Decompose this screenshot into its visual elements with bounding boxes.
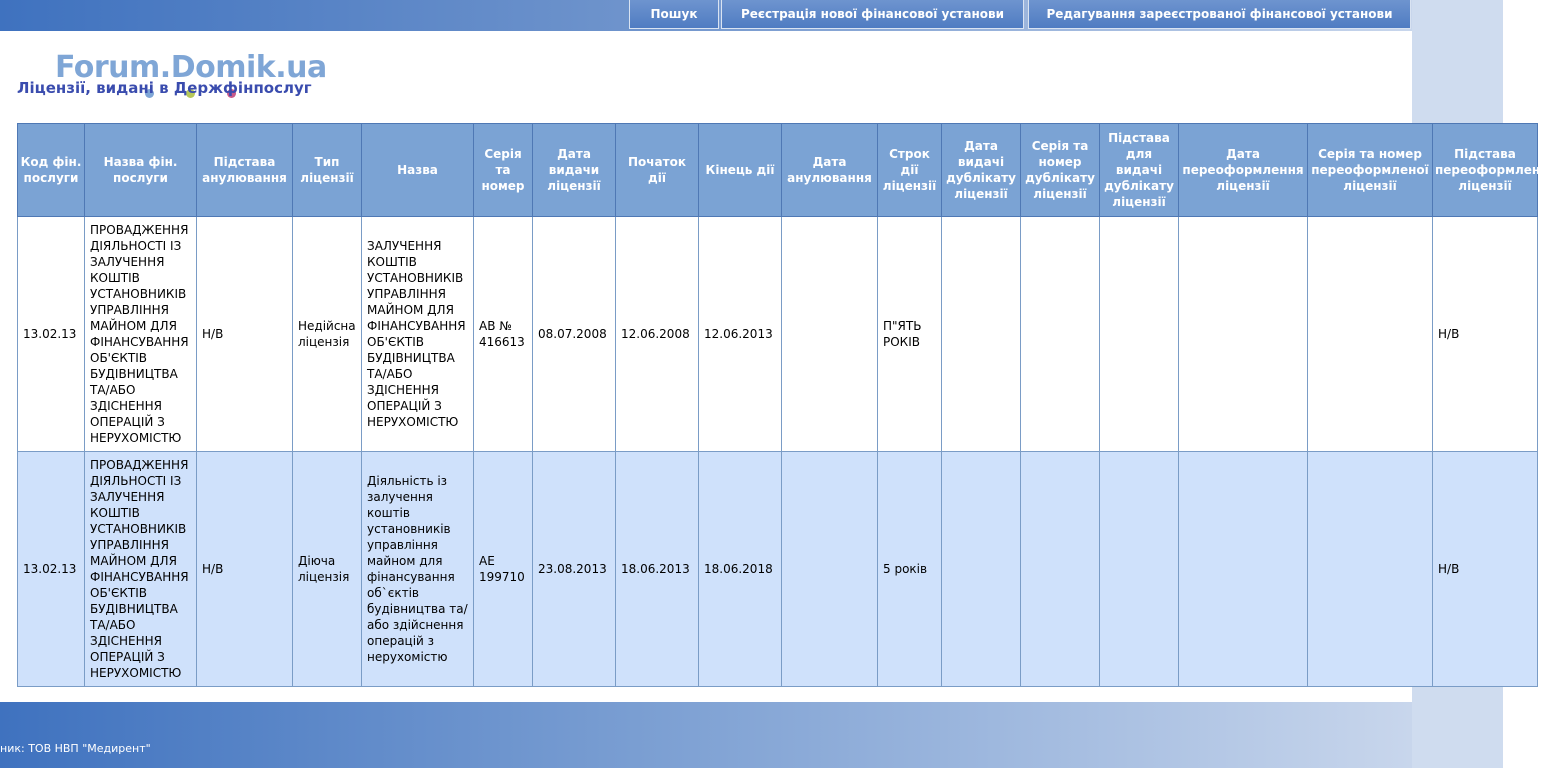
table-cell bbox=[1179, 452, 1308, 687]
table-cell: 23.08.2013 bbox=[533, 452, 616, 687]
table-cell bbox=[1308, 452, 1433, 687]
table-cell: 13.02.13 bbox=[18, 452, 85, 687]
table-cell: ЗАЛУЧЕННЯ КОШТІВ УСТАНОВНИКІВ УПРАВЛІННЯ МАЙНОМ ДЛЯ ФІНАНСУВАННЯ ОБ'ЄКТІВ БУДІВНИЦТВА ТА/АБО ЗДІСНЕННЯ ОПЕРАЦІЙ З НЕРУХОМІСТЮ bbox=[362, 217, 474, 452]
table-cell bbox=[942, 452, 1021, 687]
licenses-table bbox=[17, 123, 1556, 687]
col-header-cancel-basis: Підстава анулювання bbox=[197, 124, 293, 217]
table-cell: П"ЯТЬ РОКІВ bbox=[878, 217, 942, 452]
table-cell bbox=[1100, 452, 1179, 687]
table-cell: Недійсна ліцензія bbox=[293, 217, 362, 452]
table-cell bbox=[942, 217, 1021, 452]
col-header-serial-number: Серія та номер bbox=[474, 124, 533, 217]
col-header-name: Назва bbox=[362, 124, 474, 217]
table-cell: 18.06.2013 bbox=[616, 452, 699, 687]
table-cell: Діяльність із залучення коштів установників управління майном для фінансування об`єктів будівництва та/або здійснення операцій з нерухомістю bbox=[362, 452, 474, 687]
table-cell: 12.06.2013 bbox=[699, 217, 782, 452]
table-cell bbox=[1308, 217, 1433, 452]
col-header-end-date: Кінець дії bbox=[699, 124, 782, 217]
register-institution-nav-button[interactable]: Реєстрація нової фінансової установи bbox=[721, 0, 1024, 29]
table-header-row bbox=[18, 124, 1538, 217]
licenses-table-wrap bbox=[17, 123, 1556, 688]
footer-bar bbox=[0, 702, 1412, 768]
col-header-reissue-date: Дата переоформлення ліцензії bbox=[1179, 124, 1308, 217]
col-header-duplicate-serial: Серія та номер дублікату ліцензії bbox=[1021, 124, 1100, 217]
table-cell bbox=[1100, 217, 1179, 452]
table-cell: 13.02.13 bbox=[18, 217, 85, 452]
col-header-duplicate-basis: Підстава для видачі дублікату ліцензії bbox=[1100, 124, 1179, 217]
table-cell: Н/В bbox=[197, 217, 293, 452]
table-row bbox=[18, 217, 1538, 452]
col-header-cancel-date: Дата анулювання bbox=[782, 124, 878, 217]
table-cell: ПРОВАДЖЕННЯ ДІЯЛЬНОСТІ ІЗ ЗАЛУЧЕННЯ КОШТІВ УСТАНОВНИКІВ УПРАВЛІННЯ МАЙНОМ ДЛЯ ФІНАНСУВАННЯ ОБ'ЄКТІВ БУДІВНИЦТВА ТА/АБО ЗДІСНЕННЯ ОПЕРАЦІЙ З НЕРУХОМІСТЮ bbox=[85, 452, 197, 687]
table-cell: ПРОВАДЖЕННЯ ДІЯЛЬНОСТІ ІЗ ЗАЛУЧЕННЯ КОШТІВ УСТАНОВНИКІВ УПРАВЛІННЯ МАЙНОМ ДЛЯ ФІНАНСУВАННЯ ОБ'ЄКТІВ БУДІВНИЦТВА ТА/АБО ЗДІСНЕННЯ ОПЕРАЦІЙ З НЕРУХОМІСТЮ bbox=[85, 217, 197, 452]
table-cell: 12.06.2008 bbox=[616, 217, 699, 452]
col-header-duplicate-date: Дата видачі дублікату ліцензії bbox=[942, 124, 1021, 217]
site-logo[interactable]: Forum.Domik.ua bbox=[55, 50, 327, 85]
table-cell bbox=[1021, 217, 1100, 452]
table-cell bbox=[1021, 452, 1100, 687]
table-row bbox=[18, 452, 1538, 687]
col-header-code: Код фін. послуги bbox=[18, 124, 85, 217]
table-cell: АВ № 416613 bbox=[474, 217, 533, 452]
edit-institution-nav-button[interactable]: Редагування зареєстрованої фінансової установи bbox=[1028, 0, 1411, 29]
col-header-reissue-serial: Серія та номер переоформленої ліцензії bbox=[1308, 124, 1433, 217]
col-header-service-name: Назва фін. послуги bbox=[85, 124, 197, 217]
table-cell: АЕ 199710 bbox=[474, 452, 533, 687]
page-title: Ліцензії, видані в Держфінпослуг bbox=[17, 79, 312, 97]
search-nav-button[interactable]: Пошук bbox=[629, 0, 719, 29]
col-header-validity-term: Строк дії ліцензії bbox=[878, 124, 942, 217]
table-cell: Н/В bbox=[197, 452, 293, 687]
table-cell: 5 років bbox=[878, 452, 942, 687]
table-cell bbox=[1179, 217, 1308, 452]
table-cell: Н/В bbox=[1433, 452, 1538, 687]
col-header-license-type: Тип ліцензії bbox=[293, 124, 362, 217]
table-cell bbox=[782, 452, 878, 687]
footer-owner-text: ник: ТОВ НВП "Медирент" bbox=[0, 742, 151, 755]
col-header-issue-date: Дата видачи ліцензії bbox=[533, 124, 616, 217]
table-cell: Діюча ліцензія bbox=[293, 452, 362, 687]
table-cell: Н/В bbox=[1433, 217, 1538, 452]
table-cell: 08.07.2008 bbox=[533, 217, 616, 452]
col-header-start-date: Початок дії bbox=[616, 124, 699, 217]
table-cell: 18.06.2018 bbox=[699, 452, 782, 687]
col-header-reissue-basis: Підстава переоформлення ліцензії bbox=[1433, 124, 1538, 217]
table-cell bbox=[782, 217, 878, 452]
